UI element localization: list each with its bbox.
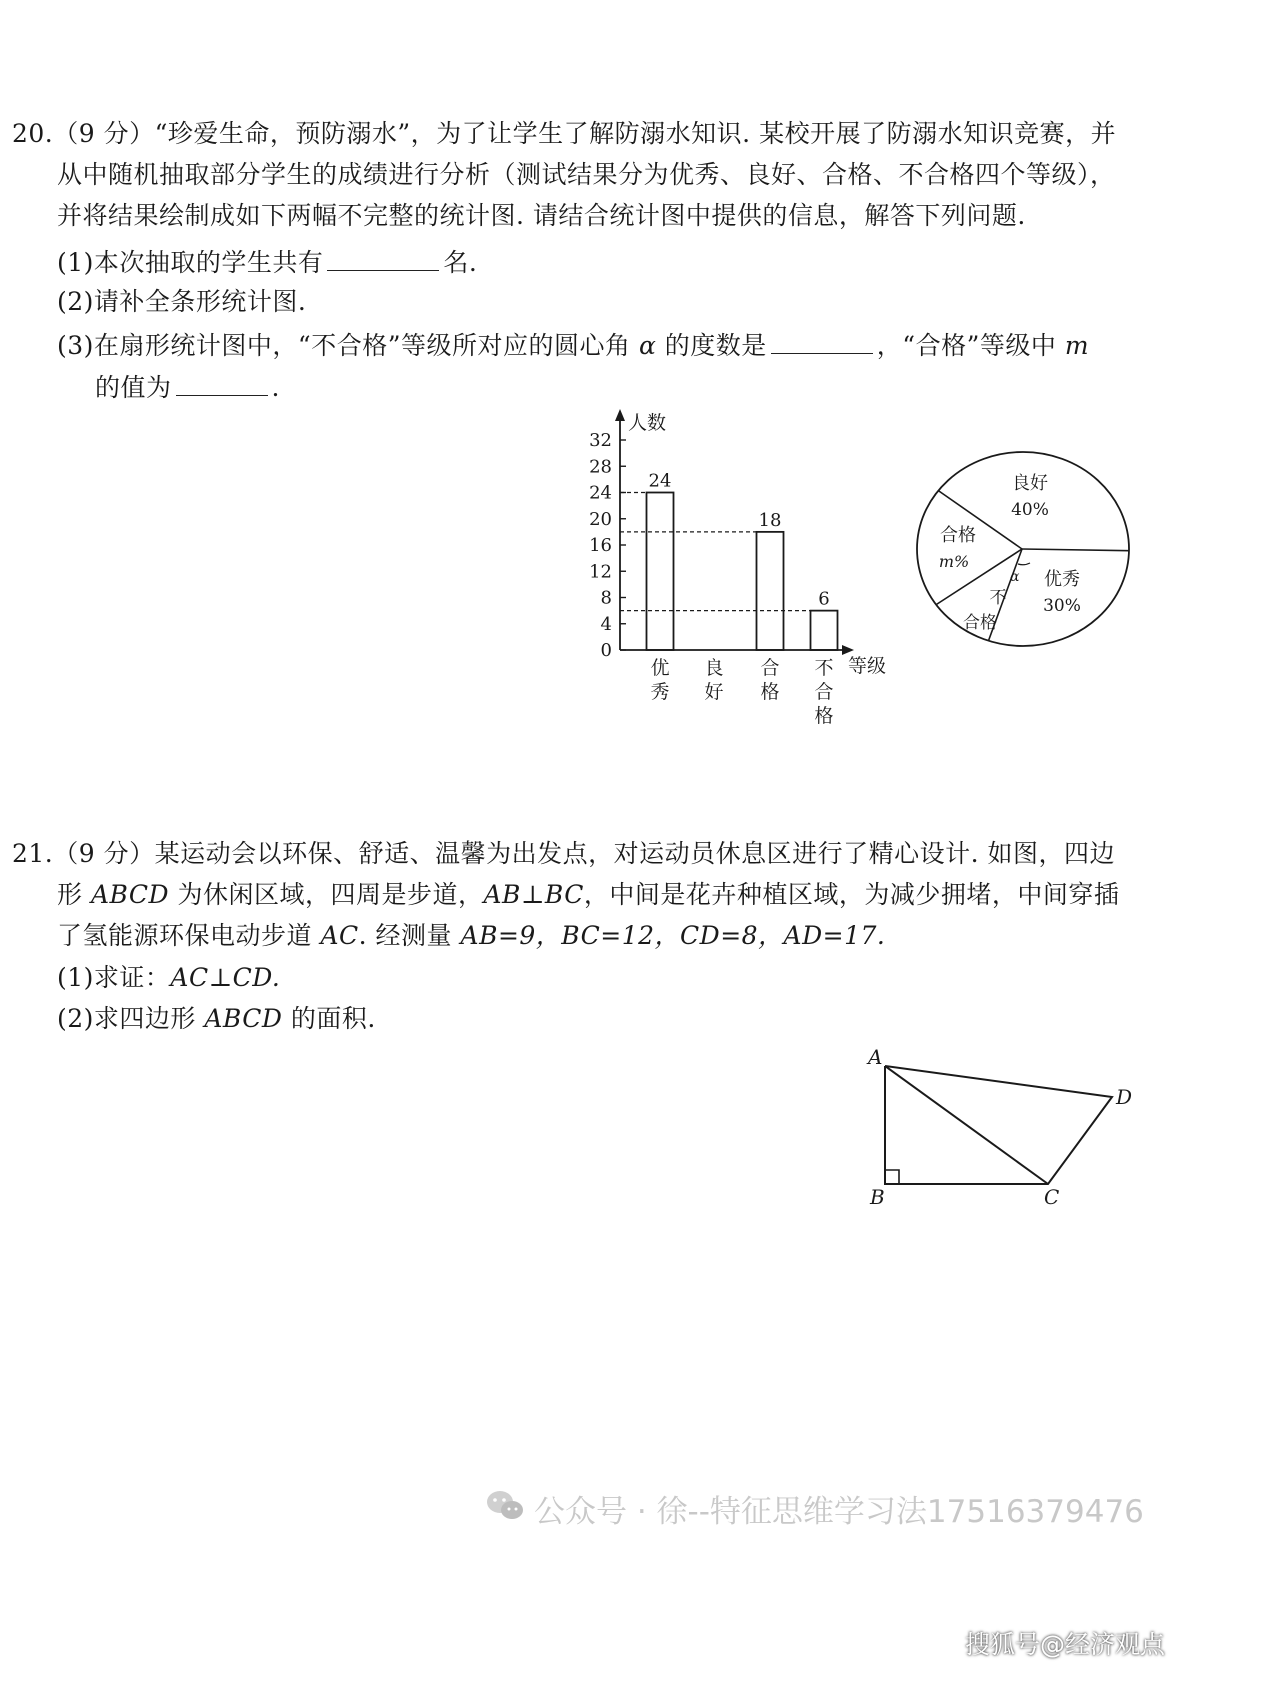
q21-line2-math2: AB⊥BC (483, 880, 584, 909)
pie-label-unqualified-1: 不 (989, 588, 1007, 608)
y-tick-label: 4 (600, 613, 612, 635)
wechat-icon (485, 1489, 525, 1523)
q21-part1-text: (1)求证： (57, 963, 171, 992)
y-tick-label: 20 (589, 508, 612, 530)
x-category-label: 优 (650, 657, 670, 679)
wechat-watermark: 公众号 · 徐--特征思维学习法17516379476 (534, 1494, 1144, 1530)
q21-line2-c: ，中间是花卉种植区域，为减少拥堵，中间穿插 (583, 880, 1120, 909)
alpha-label: α (1010, 569, 1020, 585)
q20-part3-mid: 的度数是 (664, 331, 767, 360)
q20-part3-blank2[interactable] (176, 369, 268, 396)
q21-part2-end: 的面积. (290, 1004, 376, 1033)
right-angle-mark (885, 1170, 899, 1184)
vertex-d-label: D (1116, 1085, 1133, 1109)
q20-line2: 从中随机抽取部分学生的成绩进行分析（测试结果分为优秀、良好、合格、不合格四个等级）， (57, 160, 1116, 189)
q20-line3: 并将结果绘制成如下两幅不完整的统计图. 请结合统计图中提供的信息，解答下列问题. (57, 201, 1026, 230)
q21-line2 (57, 879, 1119, 911)
vertex-c-label: C (1044, 1185, 1060, 1209)
sohu-watermark: 搜狐号@经济观点 (965, 1630, 1166, 1659)
x-category-label: 秀 (650, 681, 670, 703)
figure-outline (885, 1066, 1112, 1184)
q21-line3 (57, 920, 885, 952)
pie-value-excellent: 30% (1043, 596, 1081, 616)
q21-part1-math: AC⊥CD. (170, 963, 281, 992)
q20-part1-blank[interactable] (327, 244, 439, 271)
x-category-label: 良 (704, 657, 724, 679)
pie-chart (910, 445, 1150, 665)
q20-part3 (57, 327, 1089, 362)
x-category-label: 合 (760, 657, 780, 679)
pie-label-qualified: 合格 (940, 525, 976, 546)
q21-part2-text: (2)求四边形 (57, 1004, 196, 1033)
bar-不合格 (811, 611, 838, 650)
y-tick-label: 16 (589, 535, 612, 556)
bar-data-label: 18 (758, 509, 782, 531)
pie-label-excellent: 优秀 (1044, 569, 1080, 590)
q20-part3-after: ，“合格”等级中 (876, 331, 1057, 360)
bar-data-label: 6 (818, 588, 830, 610)
pie-label-good: 良好 (1012, 473, 1048, 494)
bar-data-label: 24 (648, 470, 672, 492)
q20-part1-unit: 名. (443, 248, 478, 277)
q20-part3-line2-end: . (271, 373, 280, 402)
bar-优秀 (647, 493, 674, 651)
q21-part2 (57, 1003, 376, 1035)
y-tick-label: 24 (589, 482, 612, 504)
y-tick-label: 12 (589, 561, 612, 583)
pie-slice-boundary (1022, 549, 1129, 551)
q20-alpha: α (638, 331, 657, 360)
x-axis-arrow (842, 645, 854, 655)
x-category-label: 好 (704, 681, 724, 703)
q20-line1: 20.（9 分）“珍爱生命，预防溺水”，为了让学生了解防溺水知识. 某校开展了防溺水知识竞赛，并 (12, 119, 1117, 148)
q21-line3-math1: AC (320, 921, 359, 950)
y-tick-label: 0 (600, 640, 612, 661)
y-axis-label: 人数 (628, 412, 667, 434)
q21-line1: 21.（9 分）某运动会以环保、舒适、温馨为出发点，对运动员休息区进行了精心设计. 如图，四边 (12, 839, 1116, 868)
x-category-label: 格 (760, 681, 780, 703)
vertex-a-label: A (868, 1045, 883, 1069)
q20-part1 (57, 244, 477, 279)
x-category-label: 格 (814, 705, 834, 727)
q21-line3-b: . 经测量 (358, 921, 453, 950)
pie-value-qualified: m% (938, 552, 970, 571)
q20-part1-text: (1)本次抽取的学生共有 (57, 248, 324, 277)
y-tick-label: 8 (600, 587, 612, 609)
x-category-label: 不 (814, 657, 834, 679)
q21-part1 (57, 962, 280, 994)
q21-line3-a: 了氢能源环保电动步道 (57, 921, 313, 950)
q21-line2-a: 形 (57, 880, 83, 909)
vertex-b-label: B (870, 1185, 885, 1209)
q21-line2-b: 为休闲区域，四周是步道， (177, 880, 484, 909)
y-tick-label: 32 (589, 430, 612, 451)
alpha-arc (1018, 563, 1030, 565)
quadrilateral-figure (860, 1040, 1160, 1220)
q20-part2: (2)请补全条形统计图. (57, 287, 307, 316)
diagonal-ac (885, 1066, 1048, 1184)
y-axis-arrow (615, 409, 625, 421)
q20-part3-line2 (95, 369, 280, 404)
q20-m: m (1064, 331, 1090, 360)
pie-value-good: 40% (1011, 500, 1049, 520)
q21-line3-math2: AB=9，BC=12，CD=8，AD=17. (460, 921, 886, 950)
x-category-label: 合 (814, 681, 834, 703)
pie-label-unqualified-2: 合格 (963, 613, 997, 633)
q21-line2-math1: ABCD (90, 880, 170, 909)
q20-part3-text: (3)在扇形统计图中，“不合格”等级所对应的圆心角 (57, 331, 631, 360)
q20-part3-blank1[interactable] (771, 327, 873, 354)
q20-part3-line2-text: 的值为 (95, 373, 172, 402)
q21-part2-math: ABCD (204, 1004, 283, 1033)
y-tick-label: 28 (589, 456, 612, 478)
x-axis-label: 等级 (848, 655, 887, 677)
bar-chart (580, 405, 910, 735)
bar-合格 (757, 532, 784, 650)
